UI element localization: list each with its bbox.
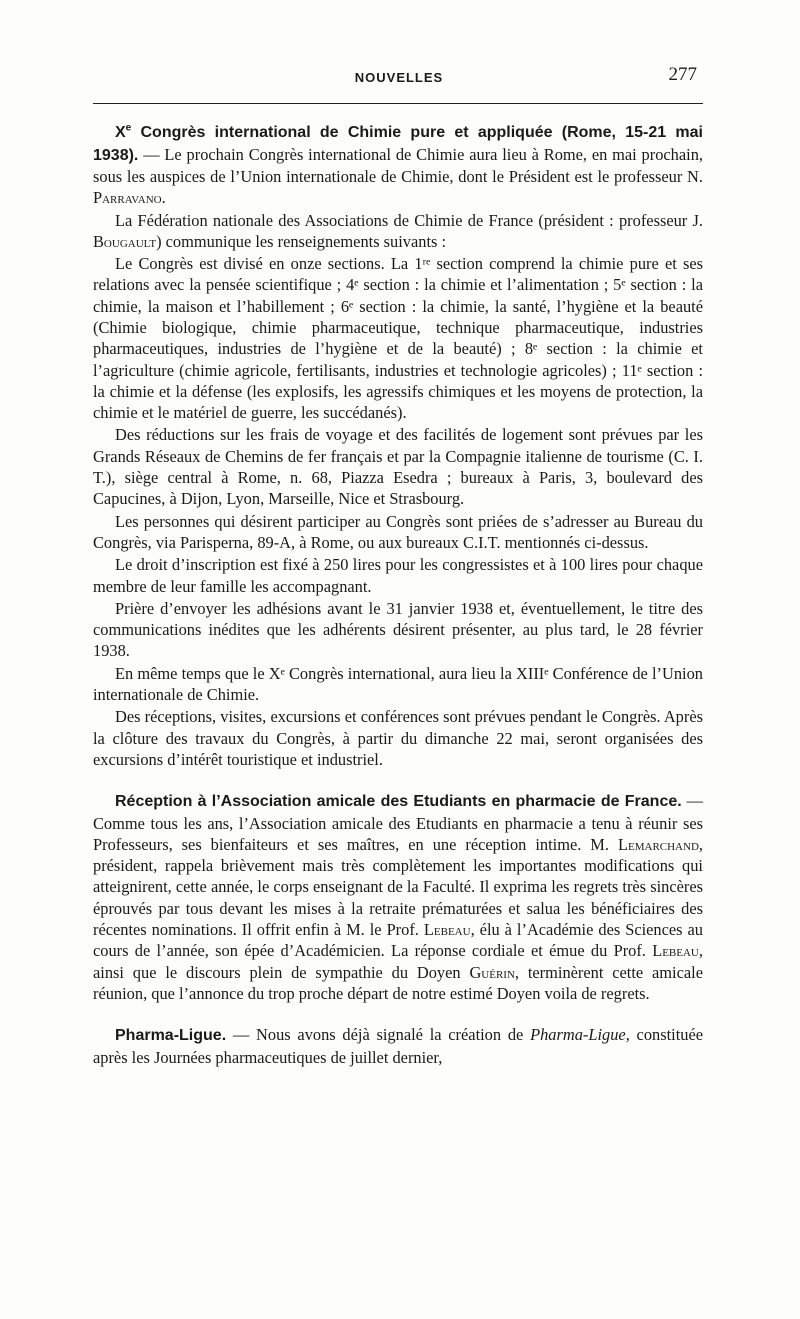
paragraph: Les personnes qui désirent participer au Congrès sont priées de s’adresser au Bureau du Congrès, via Parisperna, 89-A, à Rome, ou aux bureaux C.I.T. mentionnés ci-dessus. (93, 511, 703, 552)
italic-title: Pharma-Ligue (530, 1025, 626, 1045)
paragraph: Pharma-Ligue. — Nous avons déjà signalé la création de Pharma-Ligue, constituée après les Journées pharmaceutiques de juillet dernier, (93, 1025, 704, 1067)
running-header (93, 64, 705, 98)
section-pharma-ligue (93, 1024, 703, 1068)
paragraph: Le droit d’inscription est fixé à 250 lires pour les congressistes et à 100 lires pour chaque membre de leur famille les accompagnant. (93, 555, 703, 596)
section-heading: Pharma-Ligue. (115, 1027, 227, 1045)
person-name: Lemarchand (617, 834, 699, 854)
header-rule (93, 103, 703, 104)
page-number: 277 (668, 64, 697, 85)
person-name: Lebeau (423, 920, 471, 940)
section-heading: Réception à l’Association amicale des Etudiants en pharmacie de France. (115, 793, 682, 811)
paragraph: Des réductions sur les frais de voyage et des facilités de logement sont prévues par les Grands Réseaux de Chemins de fer français et par la Compagnie italienne de tourisme (C. I. T.), siège central à Rome, n. 68, Piazza Esedra ; bureaux à Paris, 3, boulevard des Capucines, à Dijon, Lyon, Marseille, Nice et Strasbourg. (93, 425, 703, 509)
paragraph: Xe Congrès international de Chimie pure et appliquée (Rome, 15-21 mai 1938). — Le prochain Congrès international de Chimie aura lieu à Rome, en mai prochain, sous les auspices de l’Union internationale de Chimie, dont le Président est le professeur N. Parravano. (93, 123, 703, 208)
paragraph: Le Congrès est divisé en onze sections. La 1ʳᵉ section comprend la chimie pure et ses relations avec la pensée scientifique ; 4ᵉ section : la chimie et l’alimentation ; 5ᵉ section : la chimie, la maison et l’habillement ; 6ᵉ section : la chimie, la santé, l’hygiène et la beauté (Chimie biologique, chimie pharmaceutique, technique pharmaceutique, industries pharmaceutiques, industries de l’hygiène et de la beauté) ; 8ᵉ section : la chimie et l’agriculture (chimie agricole, fertilisants, industries et technologie agricoles) ; 11ᵉ section : la chimie et la défense (les explosifs, les agressifs chimiques et les moyens de protection, la chimie et le matériel de guerre, les succédanés). (93, 254, 703, 423)
section-reception (93, 790, 703, 1004)
running-title: NOUVELLES (354, 70, 444, 85)
paragraph: Prière d’envoyer les adhésions avant le 31 janvier 1938 et, éventuellement, le titre des communications inédites que les adhérents désirent présenter, au plus tard, le 28 février 1938. (93, 598, 703, 661)
paragraph: Des réceptions, visites, excursions et conférences sont prévues pendant le Congrès. Après la clôture des travaux du Congrès, à partir du dimanche 22 mai, seront organisées des excursions d’intérêt touristique et industriel. (93, 707, 703, 769)
section-heading: Xe Congrès international de Chimie pure et appliquée (Rome, 15-21 mai 1938). (93, 123, 703, 164)
person-name: Guérin (469, 962, 515, 982)
paragraph: Réception à l’Association amicale des Etudiants en pharmacie de France. — Comme tous les ans, l’Association amicale des Etudiants en pharmacie a tenu à réunir ses Professeurs, ses bienfaiteurs et ses maîtres, en une réception intime. M. Lemarchand, président, rappela brièvement mais très complètement les importantes modifications qui atteignirent, cette année, le corps enseignant de la Faculté. Il exprima les regrets très sincères éprouvés par tous devant les mises à la retraite prématurées et salua les bénéficiaires des récentes nominations. Il offrit enfin à M. le Prof. Lebeau, élu à l’Académie des Sciences au cours de l’année, son épée d’Académicien. La réponse cordiale et émue du Prof. Lebeau, ainsi que le discours plein de sympathie du Doyen Guérin, terminèrent cette amicale réunion, que l’annonce du trop proche départ de notre estimé Doyen voila de regrets. (93, 791, 704, 1003)
person-name: Bougault (93, 231, 157, 251)
paragraph: La Fédération nationale des Associations de Chimie de France (président : professeur J. Bougault) communique les renseignements suivants : (93, 210, 703, 251)
section-congres-chimie (93, 118, 703, 770)
person-name: Lebeau (652, 941, 699, 961)
paragraph: En même temps que le Xᵉ Congrès international, aura lieu la XIIIᵉ Conférence de l’Union internationale de Chimie. (93, 663, 703, 705)
person-name: Parravano (93, 188, 162, 208)
article-body (93, 118, 703, 1088)
